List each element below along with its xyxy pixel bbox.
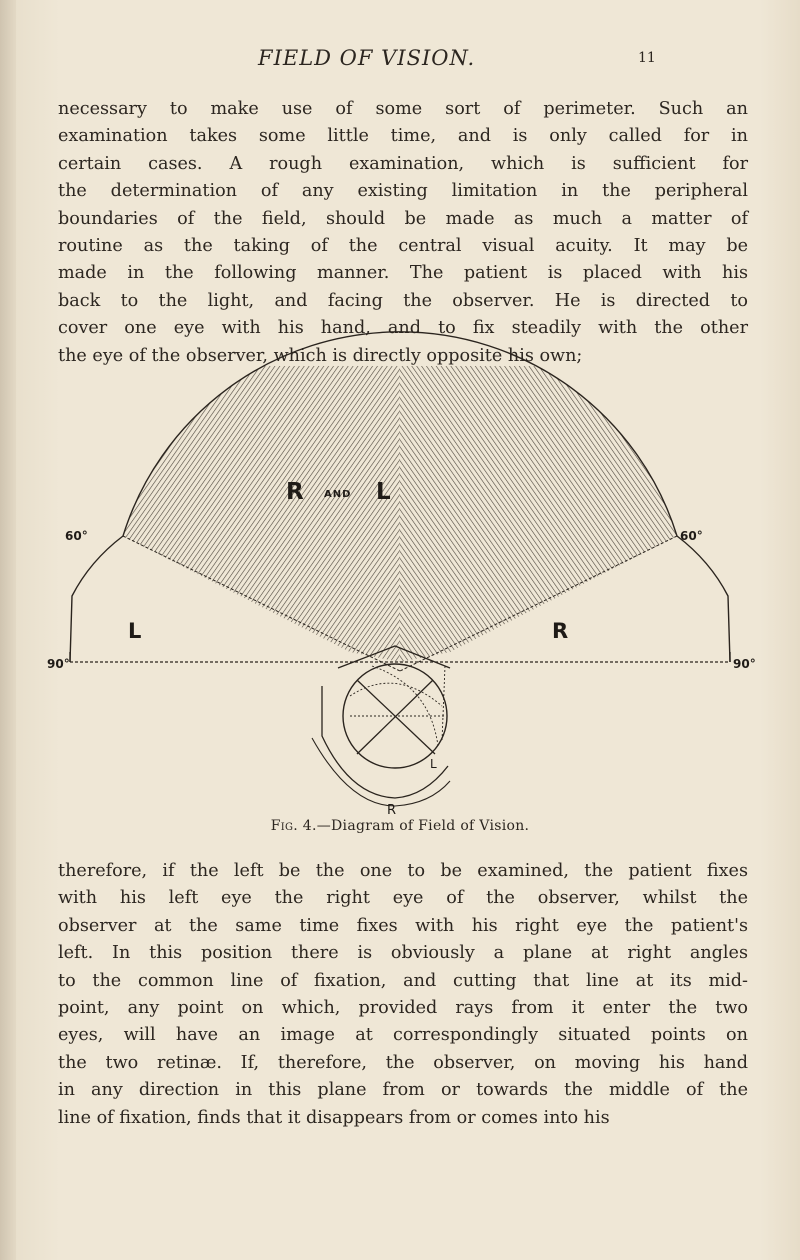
text-line: examination takes some little time, and is only called for in (58, 126, 748, 147)
caption-text: —Diagram of Field of Vision. (316, 818, 530, 834)
paragraph-1 (58, 96, 748, 370)
text-line: therefore, if the left be the one to be examined, the patient fixes (58, 861, 748, 881)
text-line: in any direction in this plane from or towards the middle of the (58, 1080, 748, 1101)
text-line: left. In this position there is obviously a plane at right angles (58, 943, 748, 964)
label-right-90: 90° (733, 657, 756, 671)
text-line: with his left eye the right eye of the observer, whilst the (58, 888, 748, 909)
running-title: FIELD OF VISION. (258, 46, 476, 70)
text-line: certain cases. A rough examination, which is sufficient for (58, 153, 748, 174)
label-left-sector: L (128, 619, 142, 643)
text-line: made in the following manner. The patient is placed with his (58, 263, 748, 284)
label-eye-r: R (387, 803, 397, 818)
text-line: the eye of the observer, which is directly opposite his own; (58, 345, 583, 366)
text-line: cover one eye with his hand, and to fix steadily with the other (58, 318, 748, 339)
label-right-60: 60° (680, 529, 703, 543)
text-line: the determination of any existing limitation in the peripheral (58, 181, 748, 202)
outer-arc-left (70, 536, 123, 662)
label-and: AND (324, 489, 352, 500)
eye-diagram (312, 646, 450, 806)
outer-arc-right (677, 536, 730, 662)
page-gutter (0, 0, 16, 1260)
label-left-90: 90° (47, 657, 70, 671)
text-line: observer at the same time fixes with his right eye the patient's (58, 915, 748, 936)
hatched-field (123, 332, 677, 662)
label-top-l: L (376, 479, 391, 505)
label-eye-l: L (430, 757, 437, 771)
diagram-svg (47, 366, 756, 818)
label-right-sector: R (552, 619, 569, 643)
label-top-r: R (286, 479, 304, 505)
text-line: eyes, will have an image at correspondingly situated points on (58, 1025, 748, 1046)
page-number: 11 (638, 50, 656, 66)
text-line: necessary to make use of some sort of perimeter. Such an (58, 99, 748, 119)
text-line: routine as the taking of the central visual acuity. It may be (58, 236, 748, 257)
text-line: point, any point on which, provided rays from it enter the two (58, 998, 748, 1019)
text-line: the two retinæ. If, therefore, the observer, on moving his hand (58, 1052, 748, 1073)
text-line: boundaries of the field, should be made as much a matter of (58, 208, 748, 229)
text-line: back to the light, and facing the observer. He is directed to (58, 290, 748, 311)
label-left-60: 60° (65, 529, 88, 543)
page-header (0, 46, 800, 76)
text-line: line of fixation, finds that it disappears from or comes into his (58, 1107, 610, 1128)
field-of-vision-diagram (47, 366, 756, 818)
caption-figure-number: Fig. 4. (270, 818, 317, 834)
paragraph-2 (58, 858, 748, 1132)
text-line: to the common line of fixation, and cutting that line at its mid- (58, 970, 748, 991)
figure-caption (0, 818, 800, 834)
